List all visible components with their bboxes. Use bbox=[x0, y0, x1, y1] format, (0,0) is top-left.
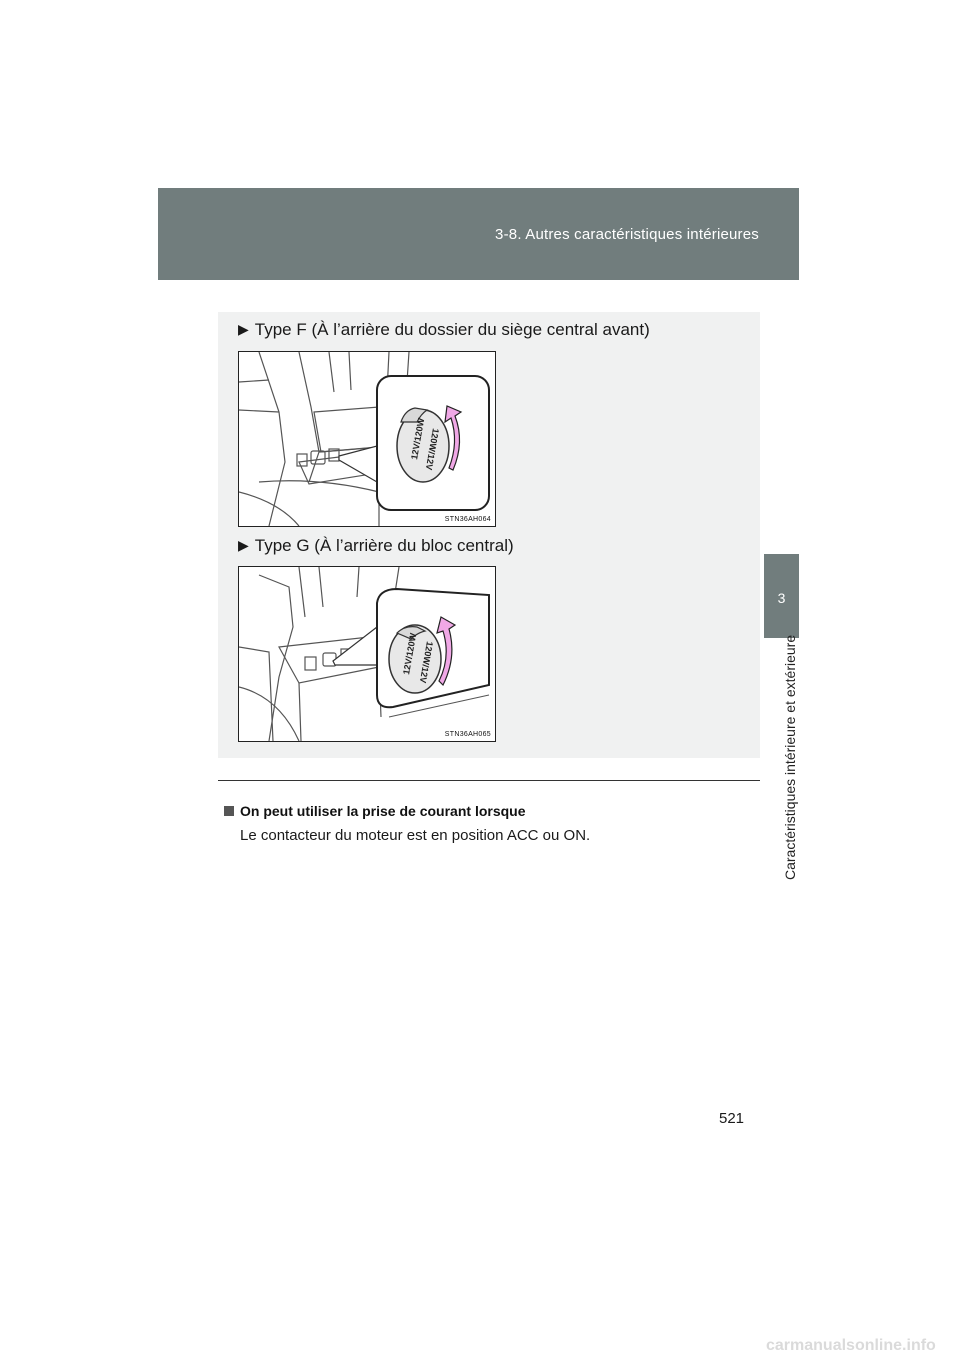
svg-text:120W/12V: 120W/12V bbox=[423, 427, 441, 471]
triangle-right-icon: ▶ bbox=[238, 537, 249, 553]
svg-text:12V/120W: 12V/120W bbox=[409, 417, 427, 461]
figure-code: STN36AH064 bbox=[444, 516, 491, 523]
svg-text:carmanualsonline.info: carmanualsonline.info bbox=[766, 1337, 936, 1354]
svg-text:12V/120W: 12V/120W bbox=[401, 632, 419, 676]
figure-code: STN36AH065 bbox=[444, 731, 491, 738]
watermark-logo bbox=[762, 1332, 960, 1358]
section-title: 3-8. Autres caractéristiques intérieures bbox=[495, 226, 759, 243]
triangle-right-icon: ▶ bbox=[238, 321, 249, 337]
figure-type-f bbox=[238, 351, 496, 527]
page-number: 521 bbox=[719, 1110, 745, 1127]
section-divider bbox=[218, 780, 760, 781]
note-body: Le contacteur du moteur est en position ACC ou ON. bbox=[240, 827, 591, 844]
figure-caption-type-f: ▶ Type F (À l’arrière du dossier du siège central avant) bbox=[238, 320, 650, 339]
chapter-label: Caractéristiques intérieure et extérieure bbox=[782, 634, 798, 880]
header-band bbox=[158, 188, 799, 280]
svg-text:120W/12V: 120W/12V bbox=[417, 640, 435, 684]
chapter-number: 3 bbox=[777, 590, 786, 606]
figure-type-g bbox=[238, 566, 496, 742]
chapter-tab[interactable] bbox=[764, 554, 799, 638]
note-heading: On peut utiliser la prise de courant lorsque bbox=[224, 803, 526, 819]
square-bullet-icon bbox=[224, 806, 234, 816]
figure-caption-type-g: ▶ Type G (À l’arrière du bloc central) bbox=[238, 536, 514, 555]
